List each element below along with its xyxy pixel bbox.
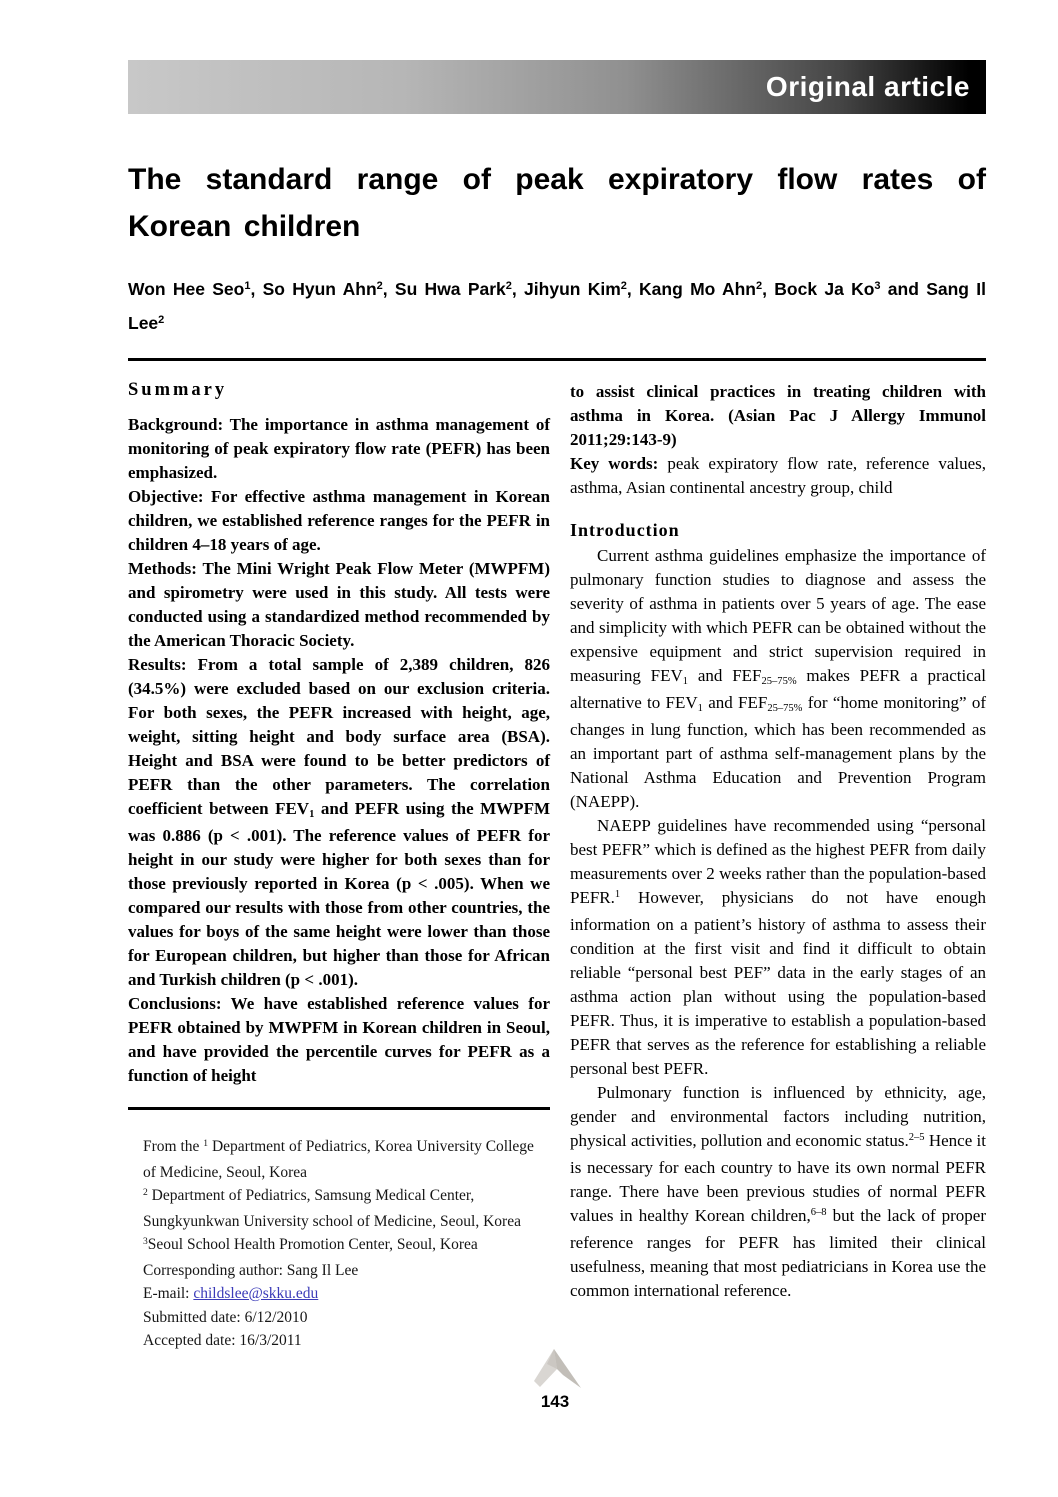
affiliation-3: $^3$Seoul School Health Promotion Center, Seoul, Korea — [143, 1235, 478, 1253]
article-type-label: Original article — [765, 71, 970, 102]
footnote-divider — [128, 1107, 550, 1110]
intro-paragraph-1: Current asthma guidelines emphasize the importance of pulmonary function studies to diagnose and assess the severity of asthma in patients over 5 years of age. The ease and simplicity with which PEFR can be obtained without the expensive equipment and strict supervision required in measuring $FEV_1$ and $FEF_{25-75\%}$ makes PEFR a practical alternative to $FEV_1$ and $FEF_{25-75\%}$ for “home monitoring” of changes in lung function, which has been recommended as an important part of asthma self-management plans by the National Asthma Education and Prevention Program (NAEPP). — [570, 546, 986, 811]
keywords-text: peak expiratory flow rate, reference values, asthma, Asian continental ancestry group, child — [570, 454, 987, 497]
abstract-background: Background: The importance in asthma management of monitoring of peak expiratory flow rate (PEFR) has been emphasized. — [128, 415, 550, 482]
footnote-block — [128, 1135, 550, 1353]
abstract-conclusions: Conclusions: We have established reference values for PEFR obtained by MWPFM in Korean children in Seoul, and have provided the percentile curves for PEFR as a function of height — [128, 994, 550, 1085]
email-line — [143, 1282, 550, 1306]
abstract-continuation-text: to assist clinical practices in treating children with asthma in Korea. (Asian Pac J Allergy Immunol 2011;29:143-9) — [570, 382, 986, 449]
introduction-heading: Introduction — [570, 520, 680, 540]
introduction-block — [570, 544, 986, 1303]
abstract-objective: Objective: For effective asthma management in Korean children, we established reference ranges for the PEFR in children 4–18 years of age. — [128, 487, 550, 554]
abstract-methods: Methods: The Mini Wright Peak Flow Meter (MWPFM) and spirometry were used in this study. All tests were conducted using a standardized method recommended by the American Thoracic Society. — [128, 559, 550, 650]
article-type-banner — [128, 60, 986, 114]
page-title: The standard range of peak expiratory flow rates of Korean children — [128, 163, 986, 243]
abstract-results: Results: From a total sample of 2,389 children, 826 (34.5%) were excluded based on our exclusion criteria. For both sexes, the PEFR increased with height, age, weight, sitting height and body surface area (BSA). Height and BSA were found to be better predictors of PEFR than the other parameters. The correlation coefficient between $FEV_1$ and PEFR using the MWPFM was 0.886 (p < .001). The reference values of PEFR for height in our study were higher for both sexes than for those previously reported in Korea (p < .005). When we compared our results with those from other countries, the values for boys of the same height were lower than those for European children, but higher than those for African and Turkish children (p < .001). — [128, 655, 550, 989]
two-column-body — [128, 380, 986, 1353]
email-label: E-mail: — [143, 1285, 194, 1302]
left-column — [128, 380, 550, 1353]
keywords-label: Key words: — [570, 454, 659, 473]
email-link[interactable]: childslee@skku.edu — [193, 1285, 319, 1302]
accepted-date: Accepted date: 16/3/2011 — [143, 1332, 302, 1349]
abstract-continuation — [570, 380, 986, 452]
page-number: 143 — [540, 1392, 570, 1411]
keywords-block — [570, 452, 986, 500]
submitted-date: Submitted date: 6/12/2010 — [143, 1308, 308, 1326]
affiliation-1: From the $^1$ Department of Pediatrics, Korea University College of Medicine, Seoul, Korea — [143, 1137, 534, 1181]
summary-heading: Summary — [128, 380, 228, 400]
page-footer — [0, 1348, 1058, 1412]
triangle-logo-icon — [527, 1348, 583, 1390]
abstract-block — [128, 413, 550, 1088]
authors-line: Won Hee Seo$^1$, So Hyun Ahn$^2$, Su Hwa Park$^2$, Jihyun Kim$^2$, Kang Mo Ahn$^2$, Bock Ja Ko$^3$ and Sang Il Lee$^2$ — [128, 279, 986, 333]
header-divider — [128, 358, 986, 361]
intro-paragraph-2: NAEPP guidelines have recommended using “personal best PEFR” which is defined as the highest PEFR from daily measurements over 2 weeks rather than the population-based PEFR.$^1$ However, physicians do not have enough information on a patient’s history of asthma to assess their condition at the first visit and find it difficult to obtain reliable “personal best PEF” data in the early stages of an asthma action plan without using the population-based PEFR. Thus, it is imperative to establish a population-based PEFR that serves as the reference for establishing a reliable personal best PEFR. — [570, 816, 986, 1078]
intro-paragraph-3: Pulmonary function is influenced by ethnicity, age, gender and environmental factors including nutrition, physical activities, pollution and economic status.$^{2-5}$ Hence it is necessary for each country to have its own normal PEFR range. There have been previous studies of normal PEFR values in healthy Korean children,$^{6-8}$ but the lack of proper reference ranges for PEFR has limited their clinical usefulness, meaning that most pediatricians in Korea use the common international reference. — [570, 1083, 987, 1300]
affiliation-2: $^2$ Department of Pediatrics, Samsung Medical Center, Sungkyunkwan University school of Medicine, Seoul, Korea — [143, 1186, 521, 1230]
corresponding-author: Corresponding author: Sang Il Lee — [143, 1261, 359, 1279]
right-column — [570, 380, 986, 1353]
